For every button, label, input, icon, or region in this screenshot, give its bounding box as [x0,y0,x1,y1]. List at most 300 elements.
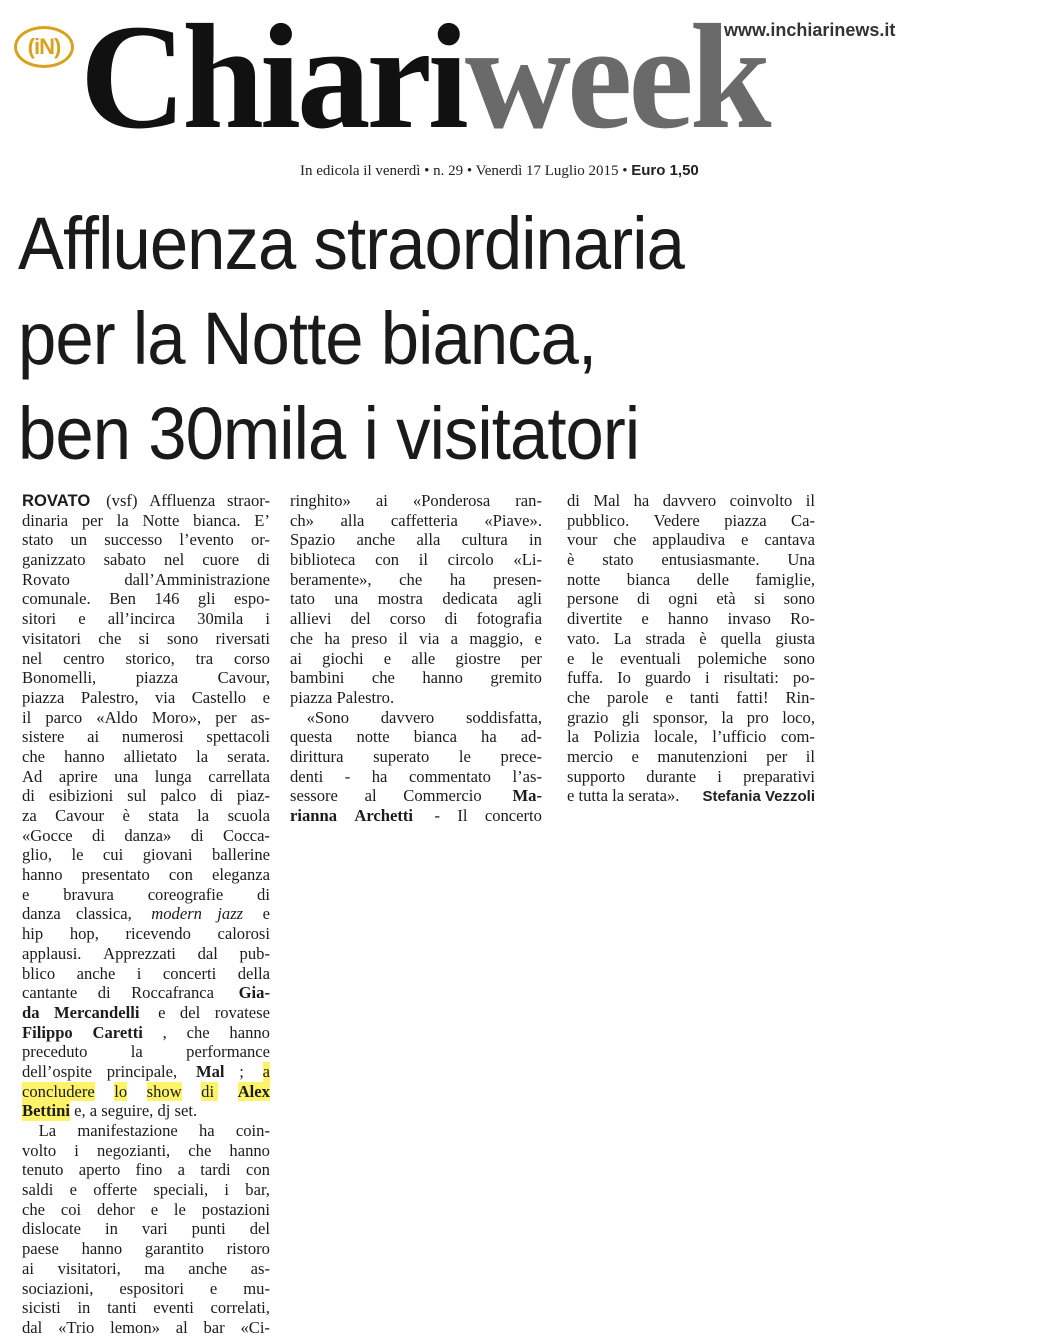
word: anche [356,530,396,550]
word: concludere [22,1081,95,1101]
word: locale, [654,727,698,747]
word: strada [645,628,686,648]
text-line [22,826,270,846]
word: nel [22,648,43,668]
word: giovani [142,845,193,865]
word: bar [203,1317,225,1337]
word: Ro- [790,609,815,629]
word: Ma- [512,786,542,806]
word: da [22,1002,40,1022]
word: presen- [493,569,542,589]
text-line [567,767,815,787]
text-line [22,1003,270,1023]
word: «Piave». [484,510,542,530]
word: in [104,1219,118,1239]
word: preparativi [743,766,815,786]
word: Roccafranca [131,983,219,1003]
headline [18,196,781,481]
word: applaudiva [652,530,726,550]
word: Gia- [238,983,270,1003]
word: ricevendo [125,924,191,944]
word: parco [45,707,83,727]
word: con [245,1160,270,1180]
word: allievi [290,609,332,629]
word: durante [646,766,697,786]
word: dehor [97,1199,135,1219]
word: lunga [154,766,192,786]
text-line [22,1121,270,1141]
word: palco [160,786,197,806]
text-line [22,924,270,944]
text-line [22,708,270,728]
text-line [22,668,270,688]
word: applausi. [22,943,82,963]
text-line [290,530,542,550]
text-line [22,983,270,1003]
word: il [398,628,408,648]
word: coinvolto [729,491,793,510]
word: sponsor, [652,707,708,727]
word: Notte [142,510,180,530]
word: soddisfatta, [465,707,542,727]
word: Mal [195,1061,225,1081]
word: divertite [567,609,623,629]
word: piazza [135,668,179,688]
word: tenuto [22,1160,64,1180]
word: giostre [455,648,501,668]
word: visitatori, [57,1258,121,1278]
word: Vedere [653,510,700,530]
word: E’ [254,510,270,530]
word: punti [191,1219,226,1239]
headline-line: Affluenza straordinaria [18,202,684,285]
word: 30mila [197,609,244,629]
word: e [262,687,270,707]
word: (vsf) [101,491,138,510]
word: sitori [22,609,57,629]
word: «Gocce [22,825,73,845]
word: Il [457,806,468,825]
word: Filippo [22,1022,73,1042]
word: coreografie [147,884,224,904]
word: jazz [217,904,244,924]
word: bianca [626,569,671,589]
word: Ben [109,589,136,609]
text-line [22,511,270,531]
word: il [418,550,428,570]
text-line [567,511,815,531]
word: Bonomelli, [22,668,97,688]
text-line [290,688,542,708]
word: i [265,609,270,629]
issue-line [300,162,738,180]
word: in [77,1298,91,1318]
text-line [22,964,270,984]
word: le [591,648,604,668]
word: dinaria [22,510,69,530]
word: riversati [215,628,270,648]
text-line [22,1318,270,1338]
word: carrellata [208,766,270,786]
word: or- [250,530,270,550]
text-line [290,806,542,826]
text-line [22,550,270,570]
word: la [197,806,210,825]
word: dirittura [290,746,344,766]
word: e [631,746,639,766]
text-line [22,1219,270,1239]
word: successo [104,530,163,550]
word: «Li- [513,550,542,570]
word: preceduto [22,1042,88,1062]
word: hanno [22,865,63,885]
text-line [290,511,542,531]
word: i [136,963,142,983]
word: sono [166,628,199,648]
word: loco, [782,707,815,727]
word: per [520,648,542,668]
word: ran- [515,491,542,510]
word: straor- [227,491,270,510]
word: tanti [689,687,720,707]
word: aprire [58,766,98,786]
text-line [22,904,270,924]
text-line [567,727,815,747]
word: cui [102,845,124,865]
word: via [419,628,440,648]
word: notte [356,727,390,747]
word: dell’ospite [22,1061,93,1081]
word: guardo [644,668,691,688]
word: che [188,1140,212,1160]
word: danza [22,904,61,924]
word: di [97,983,111,1003]
word: hip [22,924,44,944]
issue-info: In edicola il venerdì • n. 29 • Venerdì 17 Luglio 2015 • [300,163,632,179]
word: un [70,530,88,550]
text-line [22,1239,270,1259]
word: po- [792,668,815,688]
word: modern [151,904,202,924]
word: a [450,628,459,648]
word: Io [617,668,631,688]
word: bianca. [193,510,241,530]
word: e [150,1199,159,1219]
word: di [567,491,580,510]
word: Caretti [92,1022,143,1042]
word: gli [197,589,216,609]
word: cuore [202,550,240,570]
word: manutenzioni [657,746,748,766]
word: pubblico. [567,510,630,530]
word: visitatori [22,628,81,648]
word: Bettini [22,1101,70,1121]
word: bambini [290,668,345,688]
text-line [290,668,542,688]
word: persone [567,589,619,609]
text-line [22,1101,270,1121]
word: famiglie, [755,569,815,589]
text-line [22,885,270,905]
word: via [154,687,176,707]
word: Cavour, [217,668,270,688]
word: com- [780,727,815,747]
headline-line: ben 30mila i visitatori [18,392,640,475]
word: gli [621,707,640,727]
word: numerosi [121,727,184,747]
text-line [290,629,542,649]
text-line [290,609,542,629]
word: del [249,1219,270,1239]
word: Palestro, [80,687,139,707]
word: prece- [500,746,542,766]
word: biblioteca [290,550,356,570]
word: stato [22,530,54,550]
word: sistere [22,727,65,747]
text-line [22,491,270,511]
word: anche [76,963,116,983]
word: tra [195,648,214,668]
text-line [567,668,815,688]
word: quella [720,628,762,648]
word: mercio [567,746,614,766]
word: e, a seguire, dj set. [69,1101,198,1121]
word: ha [633,491,650,510]
word: dedicata [442,589,498,609]
word: classica, [76,904,136,924]
word: sono [783,589,815,609]
word: Mal [593,491,621,510]
word: e [78,609,86,629]
text-line [22,1180,270,1200]
text-line [567,491,815,511]
word: Una [787,550,815,570]
word: i [717,766,722,786]
word: l’ufficio [712,727,767,747]
word: sessore [290,786,338,806]
text-line [22,609,270,629]
text-line [22,1023,270,1043]
word: grazio [567,707,609,727]
text-line [22,727,270,747]
word: La [613,628,632,648]
word: della [237,963,270,983]
word: le [458,746,471,766]
word: ringhito» [290,491,351,510]
text-line [567,589,815,609]
word: Rin- [785,687,815,707]
word: concerto [484,806,542,825]
word: nel [163,550,185,570]
word: bravura [63,884,114,904]
word: allietato [123,746,178,766]
word: che [98,628,122,648]
word: speciali, [153,1180,209,1200]
word: a [177,1160,185,1180]
text-line [290,727,542,747]
word: e [665,687,673,707]
word: agli [517,589,542,609]
word: hanno [229,1022,270,1042]
word: fuffa. [567,668,604,688]
word: , [162,1022,167,1042]
word: di [92,825,105,845]
word: Cocca- [222,825,270,845]
text-line [567,708,815,728]
word: paese [22,1239,59,1259]
word: e [741,530,749,550]
word: denti [290,766,324,786]
word: calorosi [217,924,270,944]
text-line [290,708,542,728]
article-column-1 [22,491,270,1338]
byline: Stefania Vezzoli [702,788,815,805]
word: si [754,589,766,609]
word: ai [22,1258,34,1278]
word: piazza [22,687,65,707]
text-line [22,530,270,550]
word: circolo [447,550,494,570]
word: tardi [200,1160,231,1180]
word: Polizia [593,727,640,747]
text-line [22,767,270,787]
text-line [290,747,542,767]
word: la [116,510,129,530]
word: di [210,786,223,806]
word: ROVATO [22,491,91,510]
word: alle [411,648,436,668]
word: garantito [144,1239,204,1259]
text-line [567,629,815,649]
text-line [22,865,270,885]
text-line [567,649,815,669]
word: che [22,1199,46,1219]
word: dislocate [22,1219,81,1239]
word: Castello [191,687,247,707]
word: Affluenza [149,491,216,510]
text-line [567,609,815,629]
word: e [209,1278,218,1298]
word: correlati, [210,1298,270,1318]
text-line [22,1082,270,1102]
word: la [196,746,209,766]
word: per [81,510,104,530]
word: sono [783,648,815,668]
word: e [383,648,392,668]
text-line [290,649,542,669]
text-line [22,649,270,669]
text-line [567,530,815,550]
word: hop, [69,924,99,944]
text-line [22,688,270,708]
word: e [22,884,30,904]
word: pub- [239,943,270,963]
word: che [567,687,591,707]
word: corso [234,648,270,668]
word: espo- [234,589,270,609]
word: cantava [764,530,815,550]
word: di [257,550,270,570]
text-line [22,1042,270,1062]
text-line [22,629,270,649]
word: - [344,766,351,786]
text-line [22,1160,270,1180]
text-line [567,747,815,767]
word: le [173,1199,186,1219]
word: ma [144,1258,165,1278]
word: ha [199,1121,215,1140]
text-line [22,589,270,609]
word: lo [114,1081,128,1101]
word: dal [197,943,218,963]
word: ogni [668,589,698,609]
word: con [375,550,400,570]
word: ha [324,628,340,648]
word: Moro», [151,707,202,727]
word: la [721,707,734,727]
word: maggio, [469,628,524,648]
word: davvero [380,707,435,727]
word: delle [696,569,729,589]
article-column-3 [567,491,815,806]
word: e [641,609,649,629]
word: manifestazione [77,1121,178,1140]
word: bianca [413,727,457,747]
website-url[interactable]: www.inchiarinews.it [724,20,896,40]
word: as- [250,707,270,727]
word: giusta [775,628,815,648]
word: una [114,766,139,786]
word: stato [602,550,634,570]
word: Ad [22,766,43,786]
word: le [71,845,84,865]
word: performance [186,1042,270,1062]
text-line [22,944,270,964]
word: bar, [245,1180,270,1200]
word: vari [141,1219,168,1239]
word: coin- [235,1121,270,1140]
word: in [529,530,542,550]
word: è [122,806,130,825]
word: ha [371,766,388,786]
price: Euro 1,50 [631,162,699,179]
text-line [22,570,270,590]
word: sul [127,786,147,806]
word: di [444,609,458,629]
word: commentato [408,766,491,786]
word: tanti [107,1298,137,1318]
word: al [175,1317,188,1337]
word: 146 [154,589,180,609]
word: Cavour [55,806,105,825]
word: anche [188,1258,227,1278]
text-line [22,1259,270,1279]
text-line [290,767,542,787]
word: «Ponderosa [412,491,491,510]
word: concerti [162,963,217,983]
masthead-title [80,0,768,160]
text-line [290,491,542,511]
word: ch» [290,510,314,530]
word: mostra [377,589,423,609]
word: cantante [22,983,78,1003]
word: e [567,648,575,668]
word: blico [22,963,56,983]
word: saldi [22,1180,54,1200]
word: principale, [106,1061,182,1081]
text-line [22,1141,270,1161]
word: cultura [461,530,508,550]
